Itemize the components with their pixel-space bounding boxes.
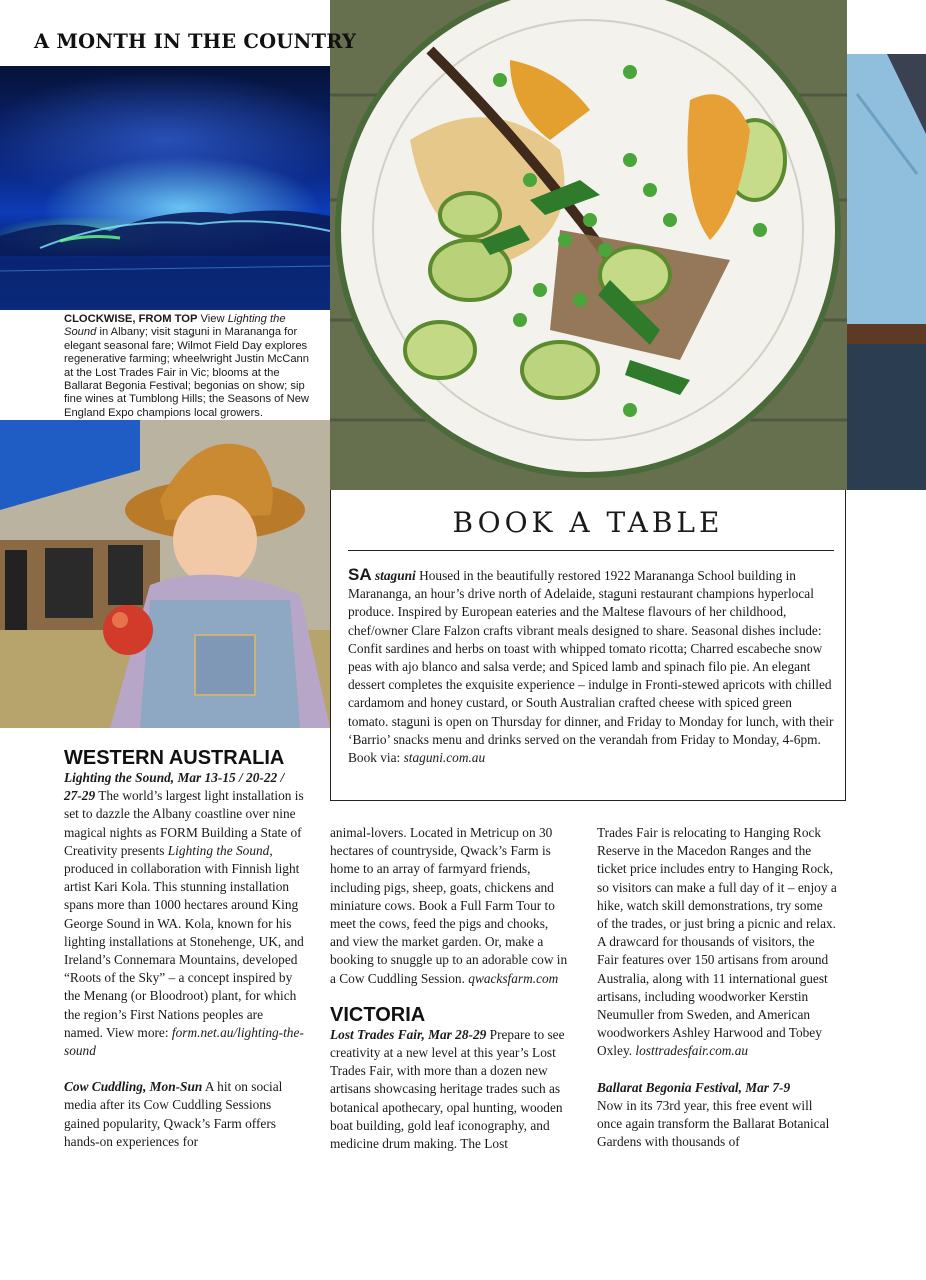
paragraph-gap (330, 988, 570, 1004)
event-title: Lost Trades Fair, Mar 28-29 (330, 1026, 487, 1042)
caption-italic: Lighting the Sound (64, 313, 286, 339)
magazine-section-title: A MONTH IN THE COUNTRY (34, 30, 357, 53)
column-2 (330, 824, 570, 1153)
venue-url[interactable]: staguni.com.au (403, 750, 486, 766)
wa-event-cow-cuddling (64, 1078, 304, 1151)
vic-event-lost-trades-fair (330, 1026, 570, 1153)
state-label: SA (348, 565, 372, 584)
event-text: Prepare to see creativity at a new level at this year’s Lost Trades Fair, with more than a dozen new artisans showcasing heritage trades such as botanical apothecary, opal hunting, wooden boat building, gold leaf iconography, and medicine drum making. The Lost (330, 1026, 565, 1152)
event-text: A hit on social media after its Cow Cuddling Sessions gained popularity, Qwack’s Farm offers hands-on experiences for (64, 1079, 283, 1149)
wa-event-cow-cuddling-continued (330, 824, 570, 988)
child-illustration (0, 420, 330, 728)
wa-event-lighting-the-sound (64, 769, 304, 1060)
column-3 (597, 824, 837, 1151)
photo-light-installation (0, 66, 330, 310)
book-a-table-body (348, 566, 834, 767)
column-1 (64, 747, 304, 1151)
event-italic: Lighting the Sound (167, 842, 270, 858)
book-heading-rule (348, 550, 834, 551)
caption-lead: CLOCKWISE, FROM TOP (64, 313, 198, 325)
event-text-rest: , produced in collaboration with Finnish light artist Kari Kola. This stunning installation spans more than 1000 hectares around King George Sound in WA. Kola, known for his lighting installations at Stonehenge, UK, and Ireland’s Connemara Mountains, developed “Roots of the Sky” – a concept inspired by the Menang (or Bloodroot) plant, for which the region’s First Nations peoples are named. View more: (64, 842, 304, 1040)
event-title: Cow Cuddling, Mon-Sun (64, 1079, 203, 1095)
event-text: The world’s largest light installation is set to dazzle the Albany coastline over nine magical nights as FORM Building a State of Creativity presents (64, 788, 304, 858)
event-url[interactable]: losttradesfair.com.au (635, 1043, 749, 1059)
vic-event-begonia-festival (597, 1079, 837, 1152)
paragraph-gap (597, 1061, 837, 1079)
event-url[interactable]: qwacksfarm.com (468, 970, 559, 986)
photo-caption (64, 313, 316, 420)
photo-child-with-apple (0, 420, 330, 728)
light-installation-illustration (0, 66, 330, 310)
event-title: Ballarat Begonia Festival, Mar 7-9 (597, 1079, 791, 1095)
section-heading-western-australia: WESTERN AUSTRALIA (64, 747, 285, 769)
photo-plate-dish (330, 0, 847, 490)
event-text-continued: Trades Fair is relocating to Hanging Rock Reserve in the Macedon Ranges and the ticket price includes entry to Hanging Rock, so visitors can make a full day of it – enjoy a hike, watch skill demonstrations, try some of the trades, or just bring a picnic and relax. A drawcard for thousands of visitors, the Fair features over 150 artisans from around Australia, along with 11 international guest artisans, including woodworker Kerstin Neumuller from Sweden, and American woodworkers Ashley Harwood and Tobey Oxley. (597, 825, 837, 1059)
vic-event-lost-trades-fair-continued (597, 824, 837, 1061)
book-a-table-heading: BOOK A TABLE (452, 506, 724, 539)
paragraph-gap (64, 1060, 304, 1078)
venue-description: Housed in the beautifully restored 1922 Marananga School building in Marananga, an hour’s drive north of Adelaide, staǥuni restaurant champions hyperlocal produce. Inspired by European eateries and the Maltese flavours of her childhood, chef/owner Clare Falzon crafts vibrant meals designed to share. Seasonal dishes include: Confit sardines and herbs on toast with whipped tomato ricotta; Charred escabeche snow peas with ajo blanco and salsa verde; and Spiced lamb and spinach filo pie. An elegant dessert completes the exquisite experience – indulge in Fronti-stewed apricots with chilled cardamom and honey custard, or South Australian crafted cheese with spiced green tomato. staǥuni is open on Thursday for dinner, and Friday to Monday for lunch, with their ‘Barrio’ snacks menu and drinks served on the verandah from Friday to Monday, 4-6pm. Book via: (348, 568, 834, 766)
section-heading-victoria: VICTORIA (330, 1003, 426, 1026)
caption-text: View (197, 313, 228, 325)
caption-text-rest: in Albany; visit staǥuni in Marananga for elegant seasonal fare; Wilmot Field Day explores regenerative farming; wheelwright Justin McCann at the Lost Trades Fair in Vic; blooms at the Ballarat Begonia Festival; begonias on show; sip fine wines at Tumblong Hills; the Seasons of New England Expo champions local growers. (64, 326, 310, 419)
event-url[interactable]: form.net.au/lighting-the-sound (64, 1024, 304, 1059)
person-illustration (847, 54, 926, 490)
venue-name: staǥuni (374, 568, 416, 583)
book-a-table-box (330, 490, 846, 801)
photo-person-cropped (847, 54, 926, 490)
event-text: Now in its 73rd year, this free event will once again transform the Ballarat Botanical Gardens with thousands of (597, 1097, 830, 1150)
event-text-continued: animal-lovers. Located in Metricup on 30 hectares of countryside, Qwack’s Farm is home to an array of farmyard friends, including pigs, sheep, goats, chickens and miniature cows. Book a Full Farm Tour to meet the cows, feed the pigs and chooks, and view the market garden. Or, make a booking to snuggle up to an adorable cow in a Cow Cuddling Session. (330, 825, 568, 986)
event-title: Lighting the Sound, Mar 13-15 / 20-22 / 27-29 (64, 770, 285, 804)
plate-illustration (330, 0, 847, 490)
